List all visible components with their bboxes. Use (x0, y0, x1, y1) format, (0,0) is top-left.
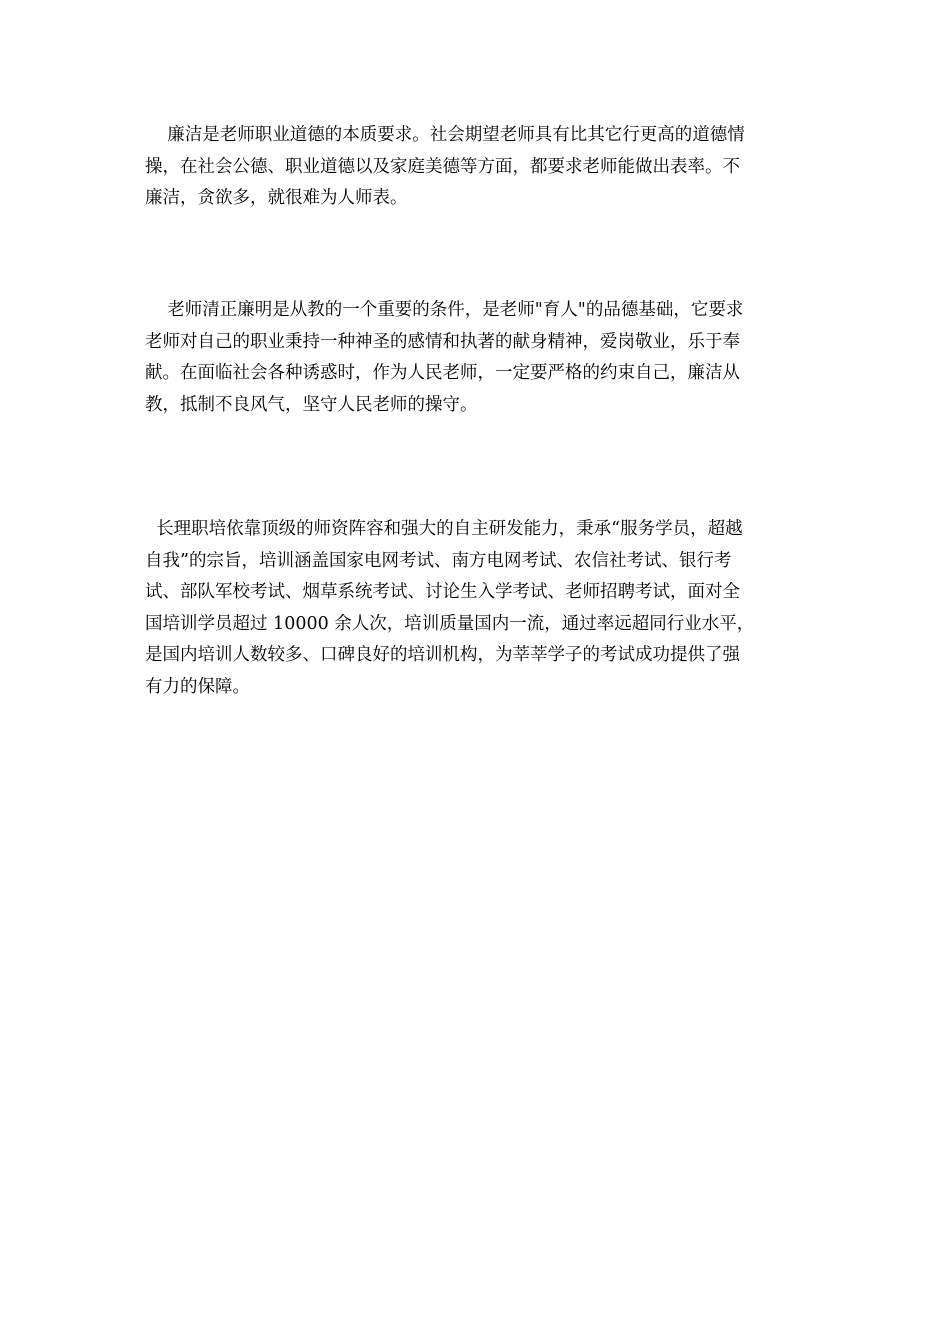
paragraph-line: 试、部队军校考试、烟草系统考试、讨论生入学考试、老师招聘考试，面对全 (145, 582, 740, 602)
paragraph-training-institution (145, 514, 810, 703)
paragraph-line: 国培训学员超过 10000 余人次，培训质量国内一流，通过率远超同行业水平， (145, 613, 755, 634)
paragraph-line: 是国内培训人数较多、口碑良好的培训机构，为莘莘学子的考试成功提供了强 (145, 645, 740, 665)
paragraph-line: 老师对自己的职业秉持一种神圣的感情和执著的献身精神，爱岗敬业，乐于奉 (145, 331, 740, 352)
paragraph-line: 有力的保障。 (145, 676, 250, 697)
paragraph-line: 老师清正廉明是从教的一个重要的条件，是老师"育人"的品德基础，它要求 (145, 300, 744, 320)
paragraph-integrity-requirement (145, 120, 810, 215)
paragraph-teacher-honesty (145, 295, 810, 421)
paragraph-line: 廉洁是老师职业道德的本质要求。社会期望老师具有比其它行更高的道德情 (145, 125, 745, 145)
paragraph-line: 教，抵制不良风气，坚守人民老师的操守。 (145, 394, 478, 415)
paragraph-line: 操，在社会公德、职业道德以及家庭美德等方面，都要求老师能做出表率。不 (145, 156, 740, 177)
paragraph-line: 献。在面临社会各种诱惑时，作为人民老师，一定要严格的约束自己，廉洁从 (145, 363, 740, 383)
paragraph-line: 廉洁，贪欲多，就很难为人师表。 (145, 188, 408, 208)
paragraph-line: 自我”的宗旨，培训涵盖国家电网考试、南方电网考试、农信社考试、银行考 (145, 550, 732, 571)
paragraph-line: 长理职培依靠顶级的师资阵容和强大的自主研发能力，秉承“服务学员，超越 (145, 519, 743, 539)
